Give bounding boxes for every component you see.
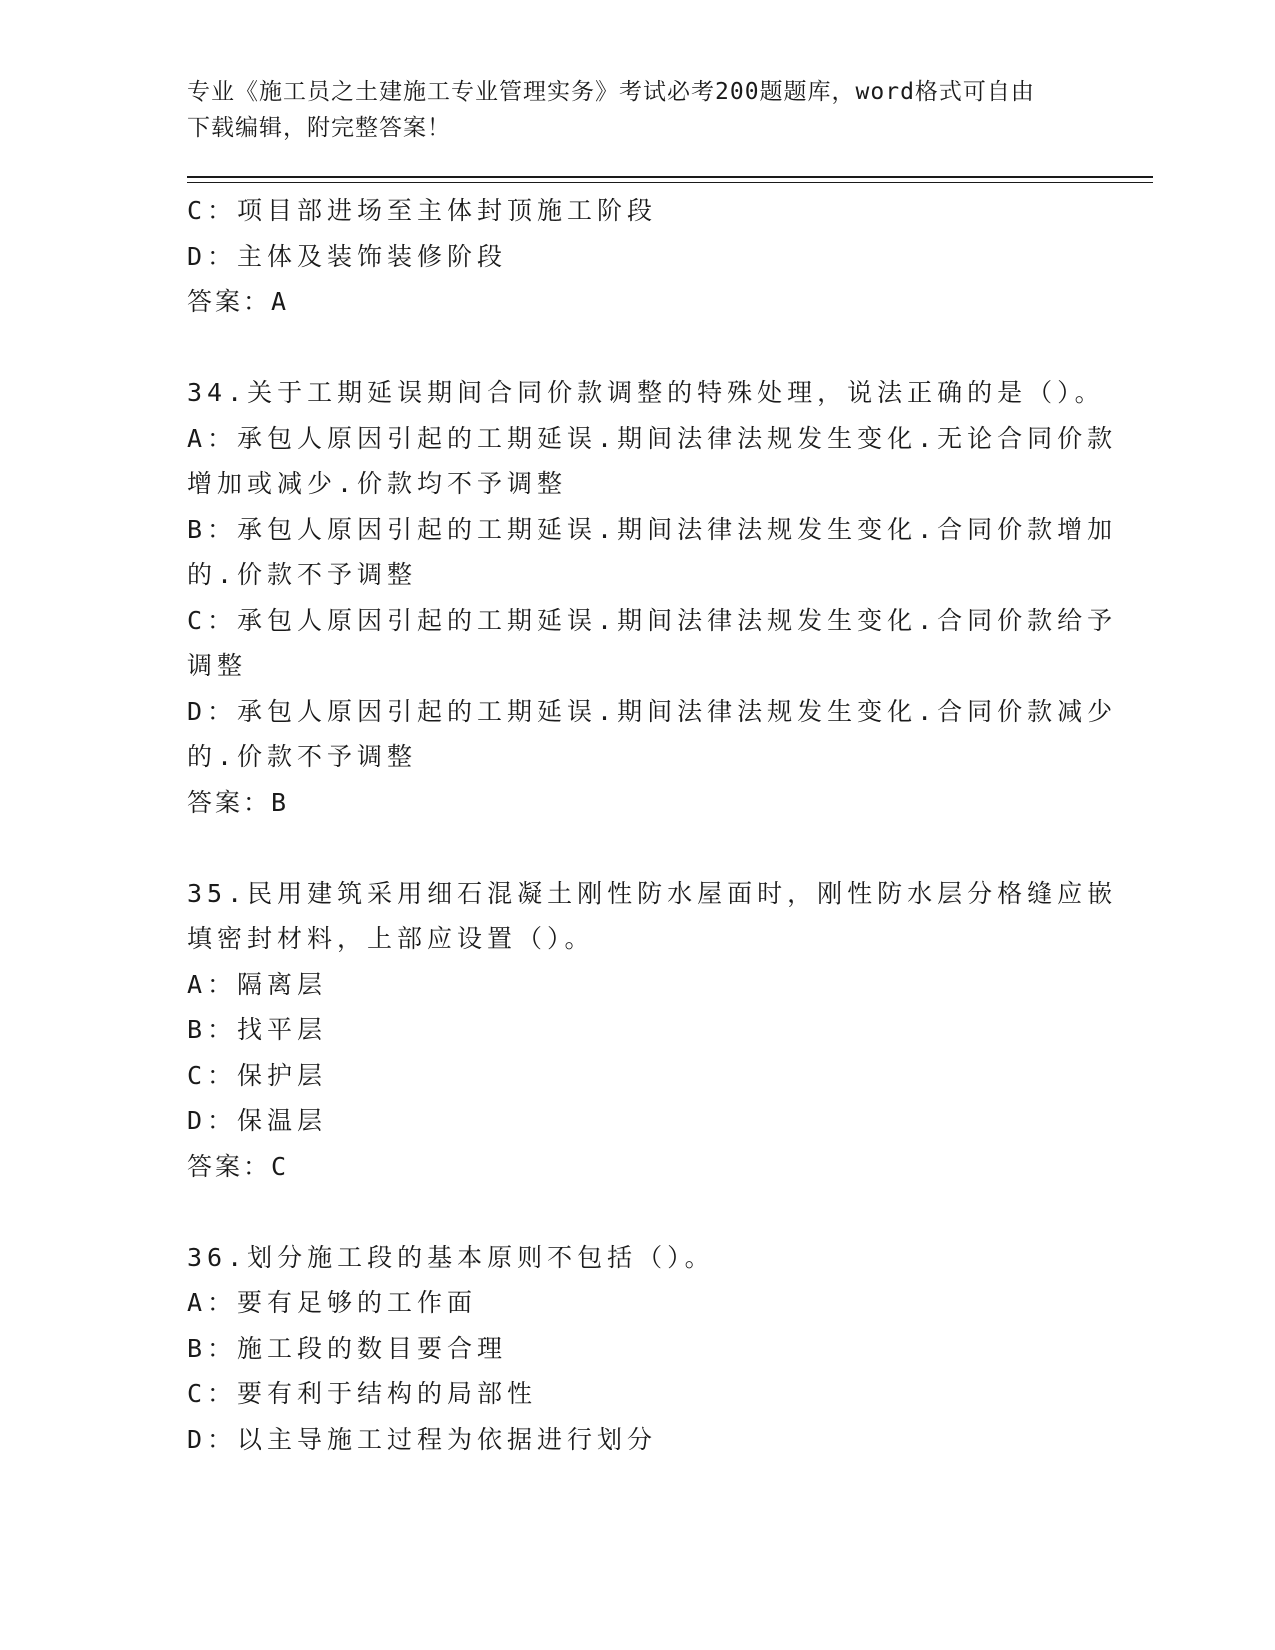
question-stem: 34.关于工期延误期间合同价款调整的特殊处理，说法正确的是（）。 [187, 378, 1105, 407]
question-content [187, 188, 1118, 1462]
option-line: A：隔离层 [187, 969, 328, 999]
option-line: C：项目部进场至主体封顶施工阶段 [187, 196, 658, 225]
header-line-2: 下载编辑，附完整答案！ [187, 115, 451, 141]
option-line: D：以主导施工过程为依据进行划分 [187, 1424, 658, 1454]
answer-line: 答案：C [187, 1151, 290, 1181]
option-line: 的.价款不予调整 [187, 560, 418, 589]
question-block-36 [187, 1235, 1087, 1463]
answer-line: 答案：A [187, 287, 290, 316]
block-spacer [187, 325, 1087, 371]
option-line: 调整 [187, 651, 248, 680]
question-block-35 [187, 871, 1118, 1190]
option-line: B：找平层 [187, 1015, 328, 1044]
block-spacer [187, 1189, 1087, 1235]
header-line-1: 专业《施工员之土建施工专业管理实务》考试必考200题题库，word格式可自由 [187, 79, 1035, 105]
option-line: C：保护层 [187, 1060, 328, 1090]
option-line: 的.价款不予调整 [187, 742, 418, 771]
question-stem: 36.划分施工段的基本原则不包括（）。 [187, 1242, 715, 1272]
block-spacer [187, 825, 1087, 871]
option-line: 增加或减少.价款均不予调整 [187, 469, 568, 498]
option-line: A：要有足够的工作面 [187, 1288, 478, 1317]
option-line: B：承包人原因引起的工期延误.期间法律法规发生变化.合同价款增加 [187, 514, 1118, 544]
option-line: D：保温层 [187, 1106, 328, 1135]
question-block-34 [187, 370, 1118, 825]
option-line: C：承包人原因引起的工期延误.期间法律法规发生变化.合同价款给予 [187, 605, 1118, 635]
answer-line: 答案：B [187, 787, 290, 817]
question-block-33 [187, 188, 1087, 325]
header-rule-thick [187, 176, 1153, 178]
document-header [187, 74, 1067, 146]
question-stem: 填密封材料，上部应设置（）。 [187, 924, 595, 953]
option-line: A：承包人原因引起的工期延误.期间法律法规发生变化.无论合同价款 [187, 423, 1118, 453]
option-line: D：承包人原因引起的工期延误.期间法律法规发生变化.合同价款减少 [187, 696, 1118, 726]
option-line: D：主体及装饰装修阶段 [187, 241, 508, 271]
option-line: C：要有利于结构的局部性 [187, 1379, 538, 1408]
option-line: B：施工段的数目要合理 [187, 1333, 508, 1363]
header-rule-thin [187, 182, 1153, 183]
question-stem: 35.民用建筑采用细石混凝土刚性防水屋面时，刚性防水层分格缝应嵌 [187, 878, 1118, 908]
